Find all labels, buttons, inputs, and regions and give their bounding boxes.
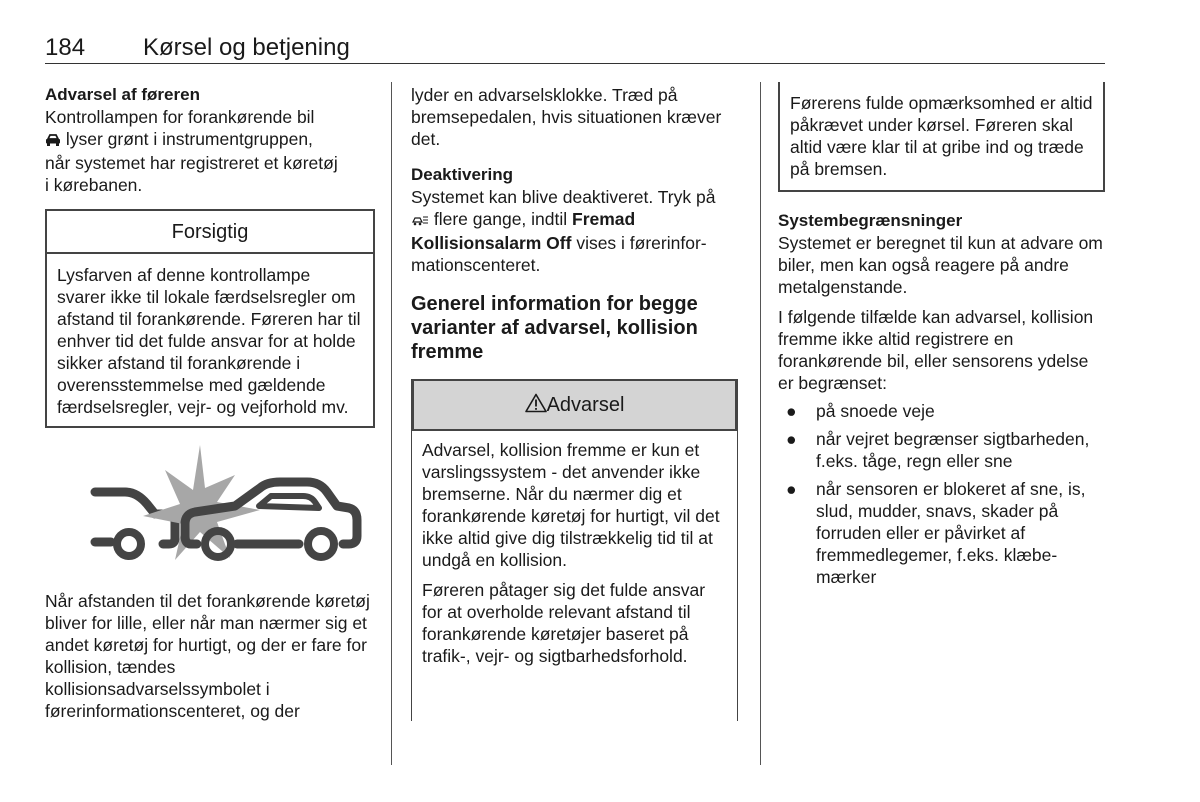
caution-title: Forsigtig: [47, 211, 373, 254]
list-item: ● når vejret begrænser sigtbarheden, f.eks. tåge, regn eller sne: [786, 429, 1090, 471]
list-item: ● når sensoren er blokeret af sne, is, slud, mudder, snavs, skader på forruden eller er påvirket af fremmedlegemer, f.eks. klæbemærker: [786, 479, 1086, 587]
paragraph: Kontrollampen for forankørende bil lyser grønt i instrumentgruppen, når systemet har registreret et køretøj i kørebanen.: [45, 107, 338, 195]
car-distance-icon: [411, 210, 429, 232]
note-box: Førerens fulde opmærksomhed er altid påkrævet under kørsel. Føreren skal altid være klar til at gribe ind og træde på bremsen.: [778, 82, 1105, 192]
section-heading: Generel information for begge varianter af advarsel, kollision fremme: [411, 293, 698, 363]
paragraph: Når afstanden til det forankørende køretøj bliver for lille, eller når man nærmer sig et andet køretøj for hurtigt, og der er fare for kollision, tændes kollisionsadvarselssymbolet i førerinformationscenteret, og der: [45, 591, 370, 721]
column-divider: [760, 82, 761, 765]
column-3: [778, 82, 1105, 594]
page-number: 184: [45, 34, 86, 61]
car-ahead-icon: [45, 130, 61, 152]
caution-text: Lysfarven af denne kontrollampe svarer ikke til lokale færdselsregler om afstand til forankørende. Føreren har til enhver tid det fulde ansvar for at holde sikker afstand til forankørende i overensstemmelse med gældende færdselsregler, vejr- og vejforhold mv.: [57, 265, 361, 417]
section-heading: Deaktivering: [411, 165, 514, 184]
paragraph: Systemet kan blive deaktiveret. Tryk på flere gange, indtil Fremad Kollisionsalarm Off vises i førerinformationscenteret.: [411, 187, 716, 275]
section-heading: Advarsel af føreren: [45, 85, 200, 104]
chapter-title: Kørsel og betjening: [143, 34, 350, 61]
warning-box: [411, 379, 738, 721]
column-1: [45, 84, 375, 722]
column-divider: [391, 82, 392, 765]
warning-triangle-icon: [525, 393, 547, 418]
column-2: [411, 84, 738, 721]
page-header: [45, 34, 1105, 64]
caution-box: [45, 209, 375, 428]
warning-text: Advarsel, kollision fremme er kun et varslingssystem - det anvender ikke bremserne. Når du nærmer dig et forankørende køretøj for hurtigt, vil det ikke altid give dig tilstrækkelig tid til at undgå en kollision. Føreren påtager sig det fulde ansvar for at overholde relevant afstand til forankørende køretøjer baseret på trafik-, vejr- og sigtbarhedsforhold.: [422, 440, 720, 666]
paragraph: lyder en advarselsklokke. Træd på bremsepedalen, hvis situationen kræver det.: [411, 85, 722, 149]
warning-title: Advarsel: [412, 379, 737, 431]
collision-illustration: [45, 440, 375, 578]
list-item: ● på snoede veje: [786, 401, 935, 421]
paragraph: Systemet er beregnet til kun at advare om biler, men kan også reagere på andre metalgenstande.: [778, 233, 1103, 297]
bullet-list: [778, 400, 1105, 588]
section-heading: Systembegrænsninger: [778, 211, 963, 230]
paragraph: I følgende tilfælde kan advarsel, kollision fremme ikke altid registrere en forankørende bil, eller sensorens ydelse er begrænset:: [778, 307, 1094, 393]
header-rule: [45, 63, 1105, 64]
